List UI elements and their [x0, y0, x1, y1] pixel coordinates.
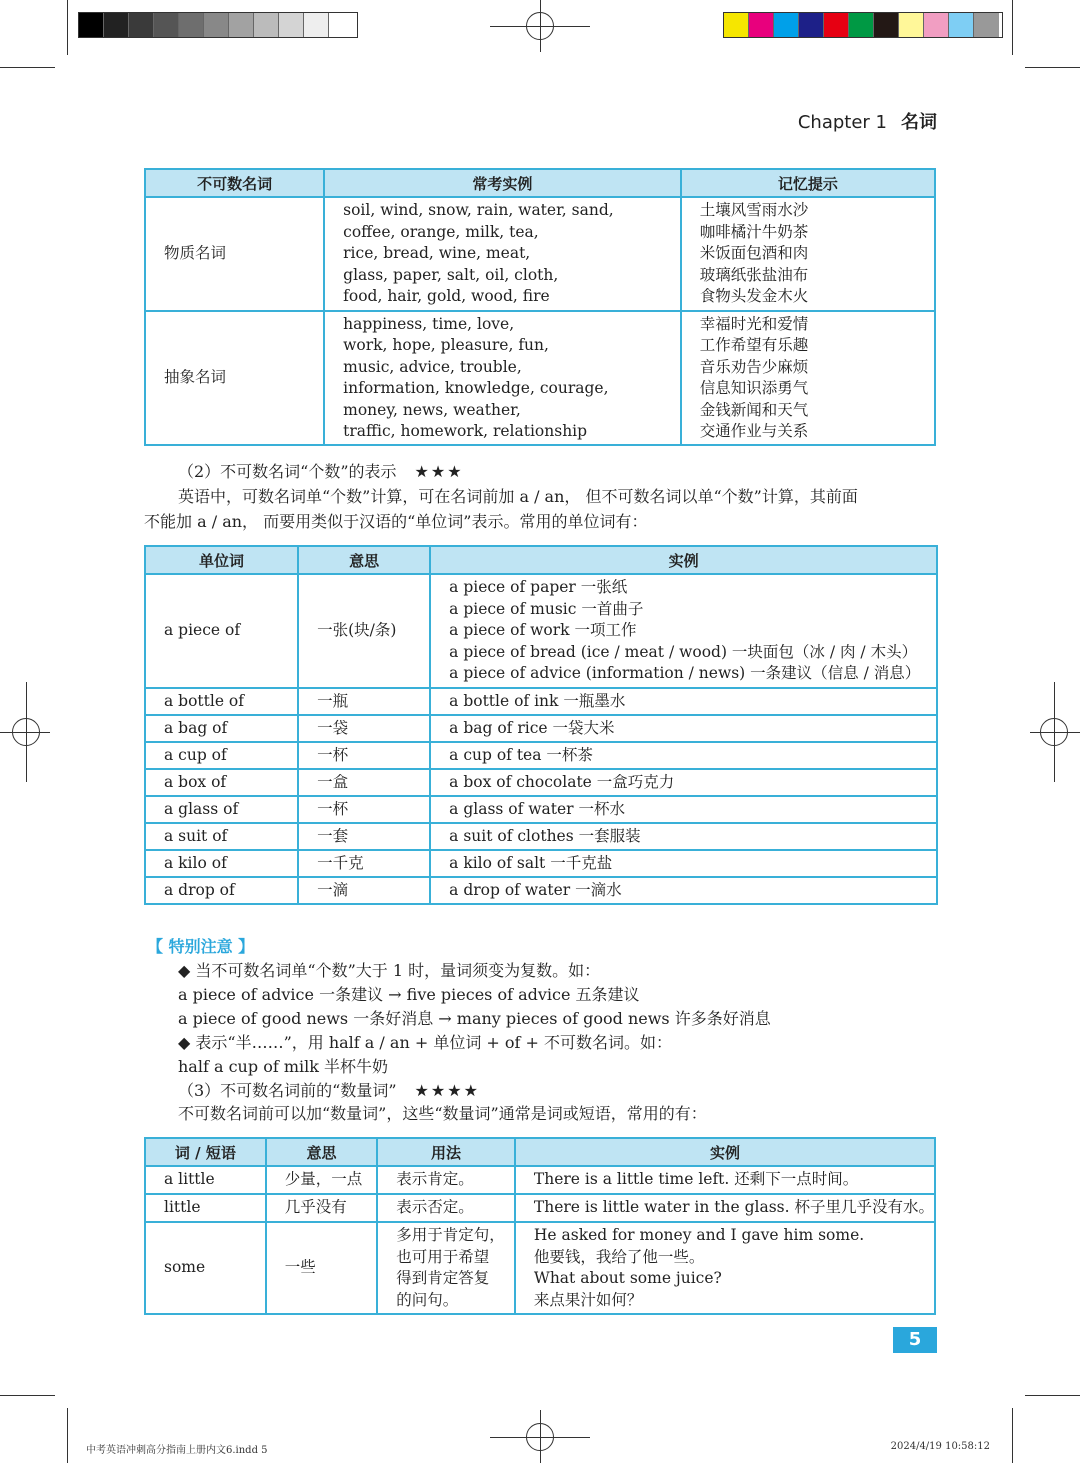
- tip-line: 交通作业与关系: [699, 422, 809, 440]
- unit-meaning: 一盒: [298, 769, 430, 796]
- chapter-label: Chapter 1: [797, 112, 887, 133]
- registration-mark-line: [0, 732, 50, 733]
- quantifier-word: a little: [145, 1166, 266, 1194]
- chapter-title: 名词: [901, 112, 937, 133]
- example-line: 他要钱，我给了他一些。: [533, 1247, 705, 1266]
- example-line: coffee, orange, milk, tea,: [343, 222, 539, 241]
- example-line: a piece of paper 一张纸: [449, 578, 628, 597]
- table-header-row: [145, 546, 937, 574]
- table-header-cell: 实例: [430, 546, 937, 574]
- table-row: [145, 715, 937, 742]
- color-calibration-bar: [723, 12, 1003, 38]
- table-row: [145, 877, 937, 904]
- grayscale-calibration-bar: [78, 12, 358, 38]
- example-line: food, hair, gold, wood, fire: [343, 287, 550, 306]
- table-row: [145, 688, 937, 715]
- example-cell: a kilo of salt 一千克盐: [430, 850, 937, 877]
- unit-meaning: 一袋: [298, 715, 430, 742]
- unit-word-table: [144, 545, 938, 905]
- examples-cell: [324, 311, 681, 445]
- crop-mark: [67, 0, 68, 55]
- unit-word: a glass of: [145, 796, 298, 823]
- example-line: happiness, time, love,: [343, 314, 515, 333]
- footer-timestamp: 2024/4/19 10:58:12: [890, 1441, 990, 1452]
- example-line: a piece of music 一首曲子: [449, 599, 644, 618]
- tip-line: 金钱新闻和天气: [699, 400, 809, 419]
- example-line: music, advice, trouble,: [343, 357, 522, 376]
- crop-mark: [1012, 1408, 1013, 1463]
- quantifier-example: There is a little time left. 还剩下一点时间。: [515, 1166, 935, 1194]
- example-line: 来点果汁如何？: [533, 1290, 643, 1309]
- quantifier-usage: 表示否定。: [377, 1194, 515, 1222]
- section-heading-text: （2）不可数名词“个数”的表示: [178, 462, 397, 481]
- table-row: [145, 1194, 935, 1222]
- table-row: [145, 850, 937, 877]
- page-number: 5: [893, 1327, 937, 1353]
- example-cell: a bag of rice 一袋大米: [430, 715, 937, 742]
- table-header-cell: 单位词: [145, 546, 298, 574]
- special-note-line: ◆ 表示“半……”，用 half a / an + 单位词 + of + 不可数名词。如：: [178, 1033, 673, 1052]
- special-note-line: ◆ 当不可数名词单“个数”大于 1 时，量词须变为复数。如：: [178, 961, 601, 980]
- example-line: traffic, homework, relationship: [343, 422, 588, 440]
- tip-line: 玻璃纸张盐油布: [699, 265, 809, 284]
- registration-mark-line: [1030, 732, 1080, 733]
- table-row: [145, 1166, 935, 1194]
- crop-mark: [1012, 0, 1013, 55]
- table-header-cell: 不可数名词: [145, 169, 324, 197]
- section-2-paragraph-line: 英语中，可数名词单“个数”计算，可在名词前加 a / an， 但不可数名词以单“个数”计算，其前面: [178, 487, 858, 506]
- quantifier-usage: [377, 1222, 515, 1314]
- table-row: [145, 1222, 935, 1314]
- quantifier-word: little: [145, 1194, 266, 1222]
- usage-line: 多用于肯定句，: [396, 1226, 505, 1244]
- difficulty-stars: ★★★★: [414, 1081, 480, 1100]
- unit-meaning: 一滴: [298, 877, 430, 904]
- unit-word: a kilo of: [145, 850, 298, 877]
- section-2-paragraph-line: 不能加 a / an， 而要用类似于汉语的“单位词”表示。常用的单位词有：: [144, 512, 648, 531]
- unit-meaning: 一杯: [298, 742, 430, 769]
- example-cell: a drop of water 一滴水: [430, 877, 937, 904]
- uncountable-noun-table: [144, 168, 936, 446]
- difficulty-stars: ★★★: [414, 462, 464, 481]
- example-line: What about some juice?: [533, 1269, 722, 1287]
- noun-category: 抽象名词: [145, 311, 324, 445]
- example-line: rice, bread, wine, meat,: [343, 244, 531, 263]
- registration-mark-line: [540, 1410, 541, 1463]
- usage-line: 也可用于希望: [396, 1247, 490, 1266]
- table-row: [145, 796, 937, 823]
- special-note-line: a piece of advice 一条建议 → five pieces of advice 五条建议: [178, 985, 640, 1004]
- unit-meaning: 一千克: [298, 850, 430, 877]
- quantifier-word: some: [145, 1222, 266, 1314]
- section-2-heading: [178, 459, 464, 484]
- tip-line: 米饭面包酒和肉: [699, 244, 809, 263]
- example-cell: [430, 574, 937, 688]
- table-row: [145, 742, 937, 769]
- crop-mark: [0, 1395, 55, 1396]
- memory-tip-cell: [681, 197, 935, 311]
- example-line: He asked for money and I gave him some.: [533, 1226, 865, 1244]
- crop-mark: [67, 1408, 68, 1463]
- unit-meaning: 一杯: [298, 796, 430, 823]
- unit-word: a suit of: [145, 823, 298, 850]
- usage-line: 得到肯定答复: [396, 1269, 490, 1287]
- quantifier-meaning: 一些: [266, 1222, 378, 1314]
- crop-mark: [1025, 67, 1080, 68]
- registration-mark-line: [1054, 682, 1055, 782]
- example-line: information, knowledge, courage,: [343, 379, 609, 397]
- crop-mark: [1025, 1395, 1080, 1396]
- example-cell: a cup of tea 一杯茶: [430, 742, 937, 769]
- section-3-heading: [178, 1078, 480, 1103]
- special-note-label: 【 特别注意 】: [147, 937, 255, 956]
- table-header-cell: 实例: [515, 1138, 935, 1166]
- unit-word: a drop of: [145, 877, 298, 904]
- crop-mark: [0, 67, 55, 68]
- quantifier-meaning: 少量，一点: [266, 1166, 378, 1194]
- example-line: money, news, weather,: [343, 400, 521, 419]
- example-line: work, hope, pleasure, fun,: [343, 336, 549, 354]
- table-header-cell: 意思: [266, 1138, 378, 1166]
- table-header-row: [145, 1138, 935, 1166]
- unit-meaning: 一张(块/条): [298, 574, 430, 688]
- quantifier-meaning: 几乎没有: [266, 1194, 378, 1222]
- quantifier-table: [144, 1137, 936, 1315]
- table-row: [145, 769, 937, 796]
- table-header-cell: 常考实例: [324, 169, 681, 197]
- quantifier-example: [515, 1222, 935, 1314]
- unit-word: a box of: [145, 769, 298, 796]
- unit-word: a piece of: [145, 574, 298, 688]
- table-header-cell: 词 / 短语: [145, 1138, 266, 1166]
- example-cell: a suit of clothes 一套服装: [430, 823, 937, 850]
- table-header-cell: 记忆提示: [681, 169, 935, 197]
- table-row: [145, 823, 937, 850]
- tip-line: 土壤风雪雨水沙: [699, 201, 809, 220]
- quantifier-usage: 表示肯定。: [377, 1166, 515, 1194]
- example-line: glass, paper, salt, oil, cloth,: [343, 265, 559, 284]
- special-note-line: half a cup of milk 半杯牛奶: [178, 1057, 389, 1076]
- special-note-line: a piece of good news 一条好消息 → many pieces of good news 许多条好消息: [178, 1009, 771, 1028]
- example-cell: a glass of water 一杯水: [430, 796, 937, 823]
- tip-line: 信息知识添勇气: [699, 379, 809, 397]
- unit-word: a cup of: [145, 742, 298, 769]
- unit-word: a bottle of: [145, 688, 298, 715]
- example-line: a piece of bread (ice / meat / wood) 一块面包（冰 / 肉 / 木头）: [449, 642, 918, 661]
- section-3-paragraph-line: 不可数名词前可以加“数量词”，这些“数量词”通常是词或短语，常用的有：: [178, 1104, 707, 1123]
- chapter-header: [798, 108, 937, 134]
- unit-meaning: 一套: [298, 823, 430, 850]
- example-line: soil, wind, snow, rain, water, sand,: [343, 201, 614, 220]
- quantifier-example: There is little water in the glass. 杯子里几乎没有水。: [515, 1194, 935, 1222]
- table-header-row: [145, 169, 935, 197]
- memory-tip-cell: [681, 311, 935, 445]
- footer-file-name: 中考英语冲刺高分指南上册内文6.indd 5: [86, 1445, 268, 1456]
- noun-category: 物质名词: [145, 197, 324, 311]
- example-line: a piece of advice (information / news) 一条建议（信息 / 消息）: [449, 664, 921, 683]
- table-header-cell: 用法: [377, 1138, 515, 1166]
- table-row: [145, 574, 937, 688]
- registration-mark-line: [540, 0, 541, 52]
- example-cell: a bottle of ink 一瓶墨水: [430, 688, 937, 715]
- example-line: a piece of work 一项工作: [449, 621, 637, 640]
- example-cell: a box of chocolate 一盒巧克力: [430, 769, 937, 796]
- usage-line: 的问句。: [396, 1290, 459, 1309]
- registration-mark-line: [26, 682, 27, 782]
- section-heading-text: （3）不可数名词前的“数量词”: [178, 1081, 397, 1100]
- unit-meaning: 一瓶: [298, 688, 430, 715]
- examples-cell: [324, 197, 681, 311]
- tip-line: 音乐劝告少麻烦: [699, 357, 809, 376]
- table-row: [145, 197, 935, 311]
- tip-line: 幸福时光和爱情: [699, 314, 809, 333]
- tip-line: 食物头发金木火: [699, 287, 809, 306]
- tip-line: 工作希望有乐趣: [699, 336, 809, 354]
- table-header-cell: 意思: [298, 546, 430, 574]
- table-row: [145, 311, 935, 445]
- unit-word: a bag of: [145, 715, 298, 742]
- tip-line: 咖啡橘汁牛奶茶: [699, 222, 809, 241]
